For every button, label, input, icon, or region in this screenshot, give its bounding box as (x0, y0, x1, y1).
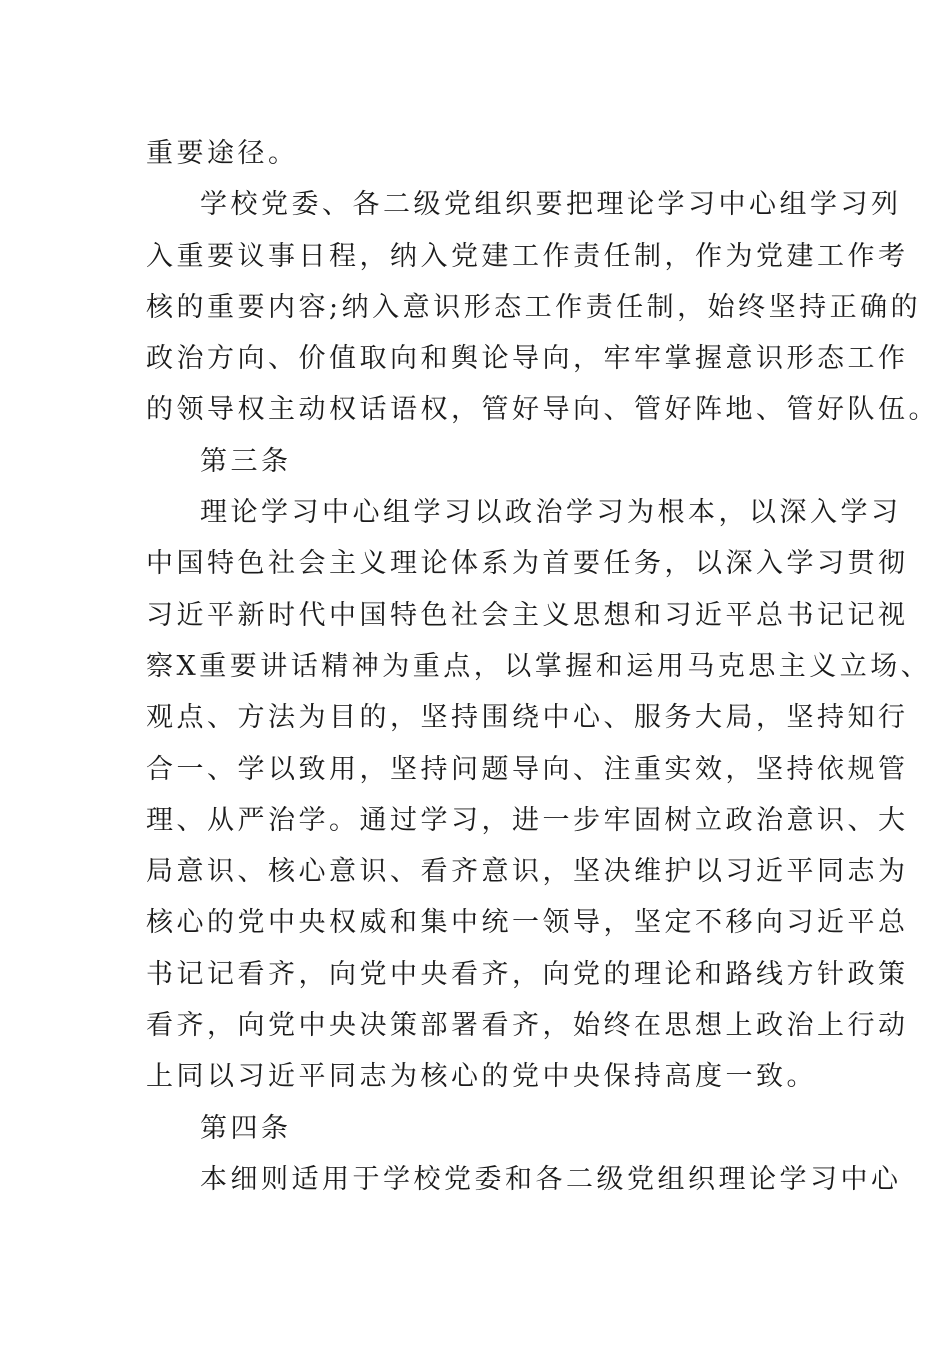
text-line: 的领导权主动权话语权，管好导向、管好阵地、管好队伍。 (146, 394, 939, 426)
text-line: 观点、方法为目的，坚持围绕中心、服务大局，坚持知行 (146, 702, 909, 734)
text-line: 上同以习近平同志为核心的党中央保持高度一致。 (146, 1061, 817, 1093)
text-line: 合一、学以致用，坚持问题导向、注重实效，坚持依规管 (146, 753, 909, 785)
text-line: 书记记看齐，向党中央看齐，向党的理论和路线方针政策 (146, 958, 909, 990)
text-line: 察X重要讲话精神为重点，以掌握和运用马克思主义立场、 (146, 650, 932, 682)
text-line: 理、从严治学。通过学习，进一步牢固树立政治意识、大 (146, 804, 909, 836)
text-line: 局意识、核心意识、看齐意识，坚决维护以习近平同志为 (146, 856, 909, 888)
document-body (146, 128, 939, 1205)
text-line: 第四条 (200, 1112, 292, 1144)
text-line: 学校党委、各二级党组织要把理论学习中心组学习列 (200, 189, 902, 221)
text-line: 中国特色社会主义理论体系为首要任务，以深入学习贯彻 (146, 548, 909, 580)
text-line: 本细则适用于学校党委和各二级党组织理论学习中心 (200, 1163, 902, 1195)
text-line: 核的重要内容;纳入意识形态工作责任制，始终坚持正确的 (146, 291, 922, 323)
text-line: 第三条 (200, 445, 292, 477)
text-line: 看齐，向党中央决策部署看齐，始终在思想上政治上行动 (146, 1010, 909, 1042)
text-line: 习近平新时代中国特色社会主义思想和习近平总书记记视 (146, 599, 909, 631)
text-line: 重要途径。 (146, 138, 299, 169)
text-line: 政治方向、价值取向和舆论导向，牢牢掌握意识形态工作 (146, 343, 909, 375)
text-line: 理论学习中心组学习以政治学习为根本，以深入学习 (200, 497, 902, 529)
text-line: 入重要议事日程，纳入党建工作责任制，作为党建工作考 (146, 240, 909, 272)
text-line: 核心的党中央权威和集中统一领导，坚定不移向习近平总 (146, 907, 909, 939)
